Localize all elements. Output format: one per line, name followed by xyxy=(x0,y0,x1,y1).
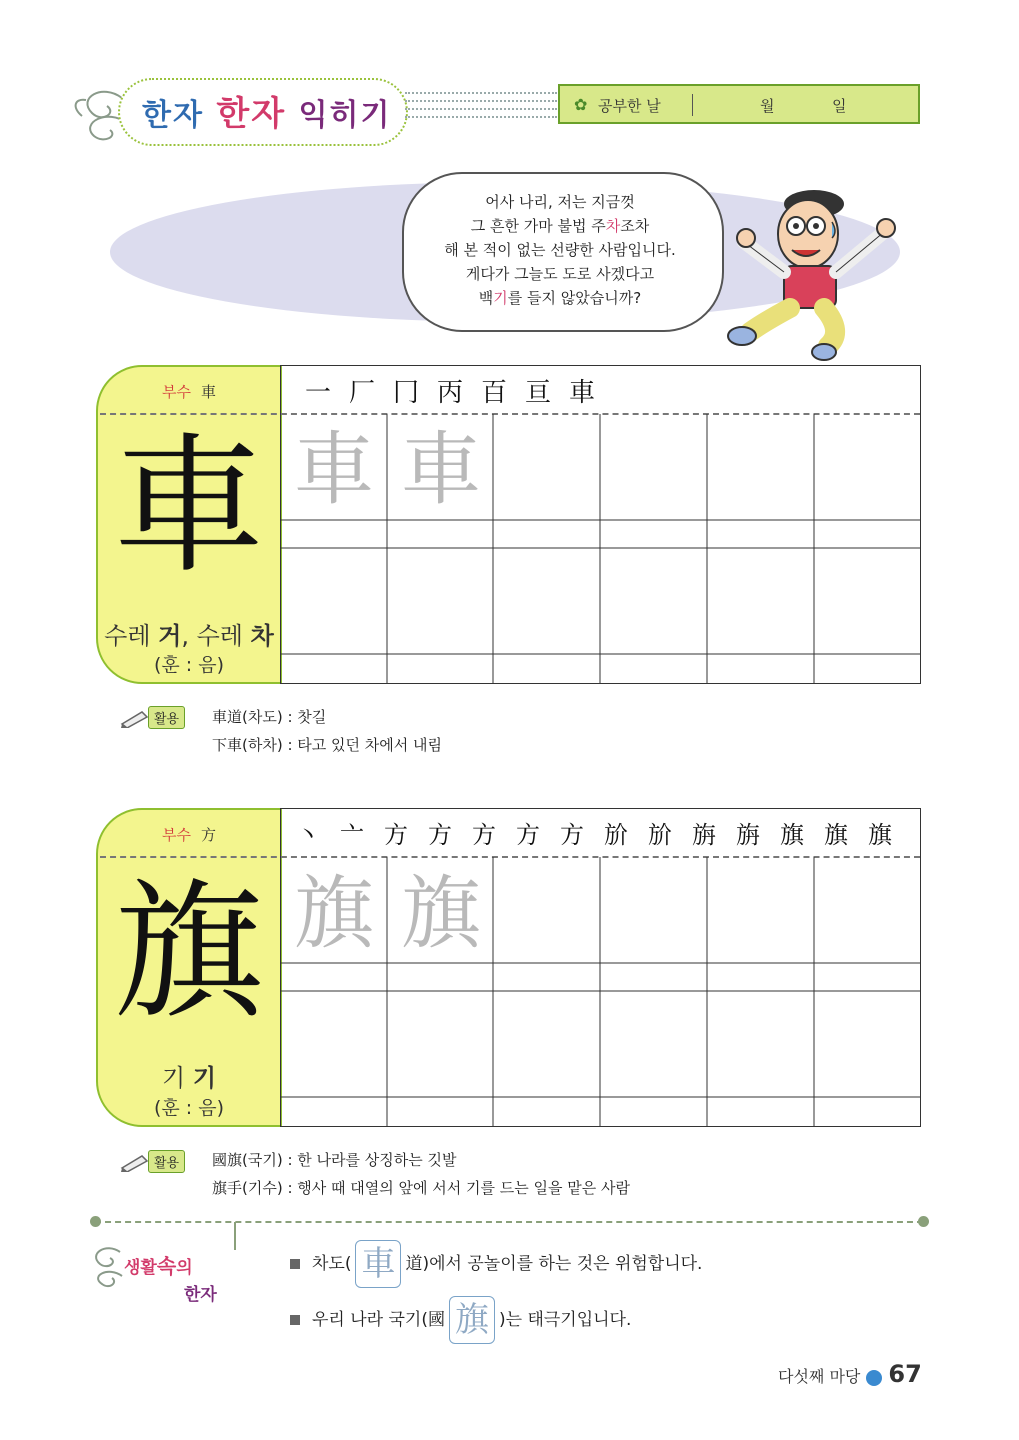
stroke: 厂 xyxy=(348,378,375,408)
day-label: 일 xyxy=(832,97,847,115)
stroke: 方 xyxy=(472,821,496,849)
speech-line: 게다가 그늘도 도로 사겠다고 xyxy=(465,265,655,283)
title-dots xyxy=(405,92,557,94)
char1-glyph: 車 xyxy=(113,420,264,594)
stroke: 方 xyxy=(560,821,584,849)
usage-badge: 활용 xyxy=(148,706,185,729)
stroke: 方 xyxy=(384,821,408,849)
page-title xyxy=(142,86,392,135)
stroke: 斺 xyxy=(604,821,628,849)
divider-dot xyxy=(90,1216,101,1227)
stroke: 一 xyxy=(304,378,331,408)
char2-trace[interactable]: 旗 xyxy=(294,867,374,960)
pencil-icon xyxy=(120,1152,150,1176)
divider xyxy=(692,94,693,116)
vertical-divider xyxy=(234,1222,236,1250)
stroke: 旗 xyxy=(868,821,892,849)
char1-trace[interactable]: 車 xyxy=(294,423,374,516)
stroke: 旃 xyxy=(692,821,716,849)
life-label-bottom: 한자 xyxy=(184,1285,217,1305)
answer-box[interactable]: 旗 xyxy=(449,1296,495,1344)
char1-hunum: (훈 : 음) xyxy=(153,654,224,676)
cartoon-character-icon xyxy=(724,182,906,366)
speech-text xyxy=(410,190,710,310)
char2-glyph: 旗 xyxy=(113,866,264,1040)
char2-trace[interactable]: 旗 xyxy=(401,867,481,960)
divider-dot xyxy=(918,1216,929,1227)
flower-icon: ✿ xyxy=(574,95,588,114)
study-date-bar xyxy=(558,84,920,124)
life-label: 생활속의 xyxy=(124,1254,193,1278)
usage-line: 下車(하차) : 타고 있던 차에서 내림 xyxy=(212,736,443,754)
stroke: 旗 xyxy=(780,821,804,849)
stroke: 旗 xyxy=(824,821,848,849)
stroke: 旃 xyxy=(736,821,760,849)
title-part-2: 한자 xyxy=(216,94,287,134)
speech-line: 어사 나리, 저는 지금껏 xyxy=(485,193,635,211)
study-date-label: 공부한 날 xyxy=(598,97,661,115)
title-part-3: 익히기 xyxy=(298,98,392,133)
usage-line: 車道(차도) : 찻길 xyxy=(212,708,327,726)
pencil-icon xyxy=(120,708,150,732)
section-name: 다섯째 마당 xyxy=(778,1367,861,1386)
char1-meaning: 수레 거, 수레 차 xyxy=(104,622,274,650)
answer-box[interactable]: 車 xyxy=(355,1240,401,1288)
month-label: 월 xyxy=(760,97,775,115)
char2-hunum: (훈 : 음) xyxy=(153,1097,224,1119)
char1-trace[interactable]: 車 xyxy=(401,423,481,516)
title-dots xyxy=(405,108,557,110)
char2-meaning: 기 기 xyxy=(161,1064,216,1092)
stroke: 丙 xyxy=(436,378,463,408)
stroke: 方 xyxy=(428,821,452,849)
life-ornament-icon xyxy=(86,1240,126,1294)
title-dots xyxy=(405,116,557,118)
title-part-1: 한자 xyxy=(142,98,204,133)
page-number: 67 xyxy=(888,1360,922,1388)
usage-badge: 활용 xyxy=(148,1150,185,1173)
stroke: 冂 xyxy=(392,378,419,408)
stroke: 方 xyxy=(516,821,540,849)
section-divider xyxy=(95,1221,923,1223)
stroke: 車 xyxy=(568,378,595,408)
stroke: 百 xyxy=(480,378,507,408)
arrow-icon xyxy=(866,1370,882,1386)
quiz-1: 차도( 車 道)에서 공놀이를 하는 것은 위험합니다. xyxy=(290,1240,702,1288)
quiz-2: 우리 나라 국기(國 旗 )는 태극기입니다. xyxy=(290,1296,631,1344)
stroke: 亘 xyxy=(524,378,551,408)
stroke: 丶 xyxy=(296,821,320,849)
page-footer xyxy=(778,1360,922,1388)
char1-radical: 부수 車 xyxy=(162,383,216,401)
speech-line: 그 흔한 가마 불법 주차조차 xyxy=(470,217,650,235)
speech-line: 백기를 들지 않았습니까? xyxy=(478,289,642,307)
stroke: 亠 xyxy=(340,821,364,849)
char2-radical: 부수 方 xyxy=(162,826,216,844)
speech-line: 해 본 적이 없는 선량한 사람입니다. xyxy=(444,241,676,259)
stroke: 斺 xyxy=(648,821,672,849)
usage-line: 旗手(기수) : 행사 때 대열의 앞에 서서 기를 드는 일을 맡은 사람 xyxy=(212,1179,631,1197)
char1-stroke-order xyxy=(296,372,604,409)
usage-line: 國旗(국기) : 한 나라를 상징하는 깃발 xyxy=(212,1151,457,1169)
char2-stroke-order xyxy=(286,815,902,850)
title-dots xyxy=(405,100,557,102)
